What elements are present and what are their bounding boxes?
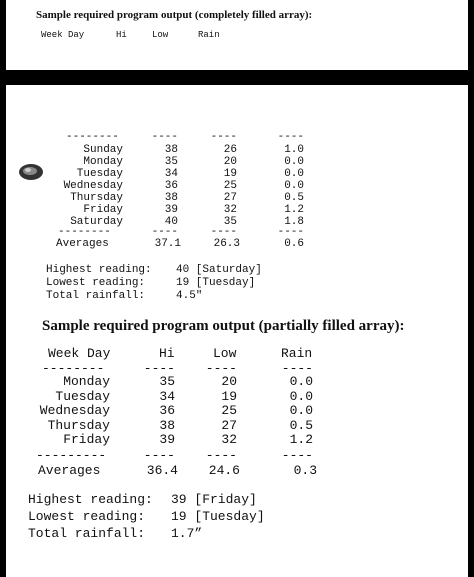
lowest-reading-value: 19 [Tuesday]: [171, 509, 265, 524]
dash-line: ---------: [36, 448, 107, 463]
completely-filled-title: Sample required program output (completely filled array):: [36, 9, 313, 21]
table-row-hi: 36: [159, 403, 175, 419]
col-dash: ----: [210, 226, 237, 238]
table-row-day: Monday: [63, 374, 110, 389]
dash-line: --------: [66, 131, 119, 143]
averages-low: 24.6: [208, 463, 240, 478]
total-rainfall-label: Total rainfall:: [28, 526, 146, 541]
col-dash: ----: [210, 131, 237, 143]
table-row-rain: 1.8: [284, 216, 304, 228]
col-dash: ----: [277, 226, 304, 238]
table-row-low: 35: [223, 216, 237, 228]
table-row-day: Monday: [83, 156, 123, 168]
table-row-hi: 39: [159, 432, 175, 448]
header-hi: Hi: [116, 30, 127, 40]
table-row-low: 19: [221, 388, 237, 404]
table-row-hi: 35: [164, 156, 178, 168]
lowest-reading-label: Lowest reading:: [46, 277, 146, 289]
col-dash: ----: [277, 131, 304, 143]
table-row-day: Friday: [83, 204, 123, 216]
highest-reading-value: 40 [Saturday]: [176, 264, 262, 276]
table-row-day: Thursday: [47, 417, 110, 433]
header-rain: Rain: [198, 30, 220, 40]
col-dash: ----: [151, 226, 178, 238]
table-row-rain: 0.0: [284, 168, 304, 180]
table-row-low: 25: [223, 180, 237, 192]
table-row-hi: 38: [164, 144, 178, 156]
table-row-day: Wednesday: [63, 180, 123, 192]
table-row-low: 32: [223, 204, 237, 216]
dash-line: --------: [58, 226, 111, 238]
table-row-rain: 0.0: [284, 156, 304, 168]
table-row-rain: 1.2: [289, 432, 313, 448]
table-row-day: Friday: [63, 432, 110, 448]
table-row-rain: 0.0: [289, 374, 313, 389]
header-rain: Rain: [281, 346, 313, 361]
table-row-hi: 35: [159, 374, 175, 389]
table-row-day: Saturday: [70, 216, 123, 228]
averages-label: Averages: [56, 238, 109, 250]
table-row-low: 27: [221, 417, 237, 433]
averages-hi: 36.4: [146, 463, 178, 478]
main-output-panel: [6, 85, 468, 577]
averages-low: 26.3: [213, 238, 240, 250]
table-row-low: 26: [223, 144, 237, 156]
col-dash: ----: [205, 361, 237, 376]
lowest-reading-value: 19 [Tuesday]: [176, 277, 256, 289]
header-low: Low: [152, 30, 169, 40]
total-rainfall-label: Total rainfall:: [46, 290, 146, 302]
table-row-low: 20: [223, 156, 237, 168]
table-row-low: 32: [221, 432, 237, 448]
col-dash: ----: [143, 361, 175, 376]
total-rainfall-value: 1.7”: [171, 526, 203, 541]
header-week-day: Week Day: [48, 346, 111, 361]
table-row-day: Thursday: [70, 192, 123, 204]
table-row-rain: 1.0: [284, 144, 304, 156]
averages-rain: 0.3: [293, 463, 317, 478]
lowest-reading-label: Lowest reading:: [28, 509, 146, 524]
total-rainfall-value: 4.5": [176, 290, 203, 302]
header-low: Low: [213, 346, 237, 361]
table-row-day: Sunday: [83, 144, 123, 156]
table-row-low: 19: [223, 168, 237, 180]
averages-label: Averages: [38, 463, 101, 478]
table-row-day: Tuesday: [55, 388, 110, 404]
dash-line: --------: [42, 361, 105, 376]
table-row-rain: 0.5: [284, 192, 304, 204]
col-dash: ----: [143, 448, 175, 463]
highest-reading-label: Highest reading:: [46, 264, 152, 276]
highest-reading-label: Highest reading:: [28, 492, 153, 507]
table-row-rain: 1.2: [284, 204, 304, 216]
table-row-day: Wednesday: [39, 403, 110, 419]
table-row-hi: 38: [164, 192, 178, 204]
table-row-hi: 34: [159, 388, 175, 404]
col-dash: ----: [281, 448, 313, 463]
averages-hi: 37.1: [154, 238, 181, 250]
table-row-rain: 0.0: [284, 180, 304, 192]
table-row-hi: 38: [159, 417, 175, 433]
averages-rain: 0.6: [284, 238, 304, 250]
partially-filled-title: Sample required program output (partially filled array):: [42, 318, 405, 334]
table-row-hi: 34: [164, 168, 178, 180]
table-row-rain: 0.0: [289, 403, 313, 419]
table-row-hi: 39: [164, 204, 178, 216]
table-row-rain: 0.0: [289, 388, 313, 404]
table-row-low: 27: [223, 192, 237, 204]
col-dash: ----: [205, 448, 237, 463]
table-row-low: 20: [221, 374, 237, 389]
header-week-day: Week Day: [41, 30, 85, 40]
table-row-hi: 36: [164, 180, 178, 192]
table-row-low: 25: [221, 403, 237, 419]
col-dash: ----: [151, 131, 178, 143]
stain-mark-icon: [18, 162, 44, 182]
header-hi: Hi: [159, 346, 175, 361]
table-row-day: Tuesday: [76, 168, 123, 180]
col-dash: ----: [281, 361, 313, 376]
table-row-hi: 40: [164, 216, 178, 228]
top-output-panel: [6, 0, 468, 70]
table-row-rain: 0.5: [289, 417, 313, 433]
highest-reading-value: 39 [Friday]: [171, 492, 257, 507]
